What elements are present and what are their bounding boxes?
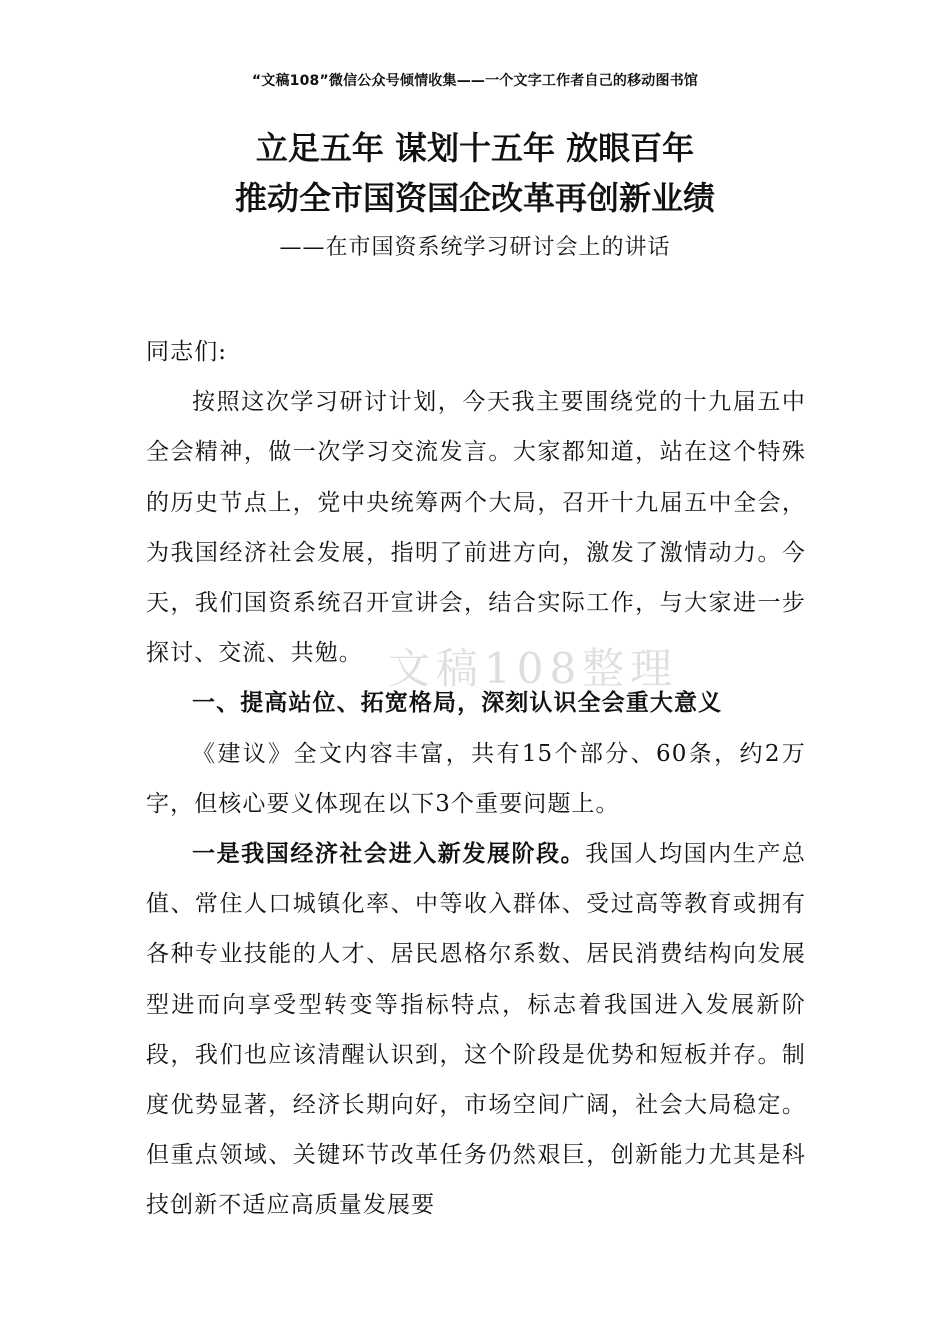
paragraph-1: 按照这次学习研讨计划，今天我主要围绕党的十九届五中全会精神，做一次学习交流发言。大家都知道，站在这个特殊的历史节点上，党中央统筹两个大局，召开十九届五中全会，为我国经济社会发展，指明了前进方向，激发了激情动力。今天，我们国资系统召开宣讲会，结合实际工作，与大家进一步探讨、交流、共勉。	[146, 389, 806, 667]
paragraph-3	[146, 829, 806, 1231]
title-line-2: 推动全市国资国企改革再创新业绩	[234, 179, 715, 217]
document-body	[146, 327, 806, 1231]
paragraph-3-lead: 一是我国经济社会进入新发展阶段。	[192, 840, 586, 868]
salutation: 同志们:	[146, 339, 228, 365]
subtitle: ——在市国资系统学习研讨会上的讲话	[279, 235, 671, 260]
title-line-1: 立足五年 谋划十五年 放眼百年	[255, 129, 695, 167]
paragraph-3-text: 我国人均国内生产总值、常住人口城镇化率、中等收入群体、受过高等教育或拥有各种专业技能的人才、居民恩格尔系数、居民消费结构向发展型进而向享受型转变等指标特点，标志着我国进入发展新阶段，我们也应该清醒认识到，这个阶段是优势和短板并存。制度优势显著，经济长期向好，市场空间广阔，社会大局稳定。但重点领域、关键环节改革任务仍然艰巨，创新能力尤其是科技创新不适应高质量发展要	[146, 841, 806, 1219]
paragraph-2: 《建议》全文内容丰富，共有15个部分、60条，约2万字，但核心要义体现在以下3个重要问题上。	[146, 740, 806, 817]
header-note: “文稿108”微信公众号倾情收集——一个文字工作者自己的移动图书馆	[251, 73, 699, 89]
section-heading-1: 一、提高站位、拓宽格局，深刻认识全会重大意义	[192, 690, 723, 717]
watermark: 文稿108整理	[388, 644, 679, 693]
